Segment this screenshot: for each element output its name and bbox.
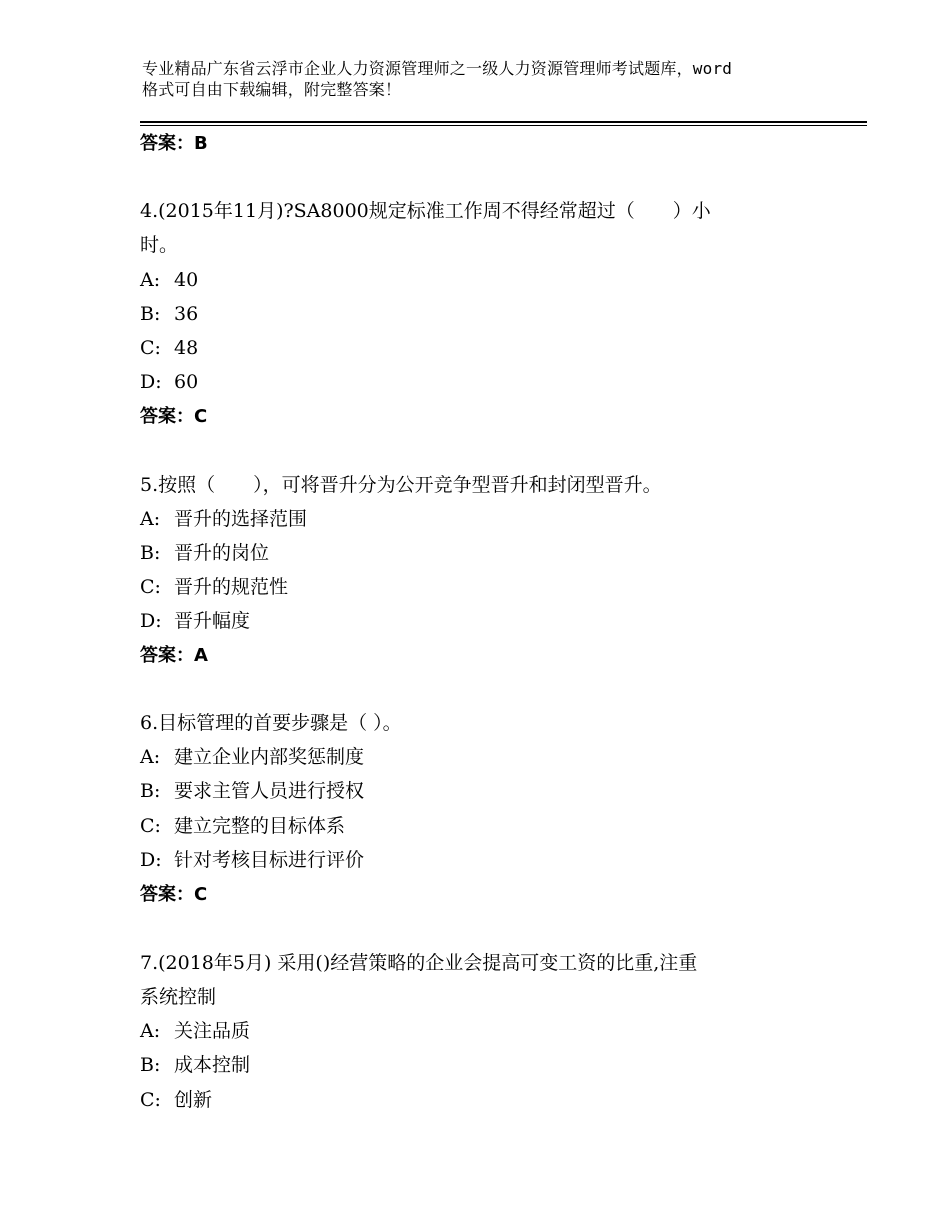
question-4-option-c: C: 48: [140, 337, 199, 359]
question-6-answer: 答案：C: [140, 884, 208, 905]
header-divider-thin: [140, 125, 867, 126]
header-title-line-2: 格式可自由下载编辑，附完整答案！: [142, 80, 402, 99]
question-5-option-b: B: 晋升的岗位: [140, 542, 270, 564]
question-4-option-a: A: 40: [140, 269, 199, 291]
question-5-option-d: D: 晋升幅度: [140, 610, 251, 632]
document-header: [142, 58, 832, 100]
question-4-stem-line-1: 4.(2015年11月)?SA8000规定标准工作周不得经常超过（ ）小: [140, 200, 711, 222]
question-6-option-a: A: 建立企业内部奖惩制度: [140, 746, 365, 768]
question-4-answer: 答案：C: [140, 406, 208, 427]
question-4-option-b: B: 36: [140, 303, 199, 325]
question-5-option-c: C: 晋升的规范性: [140, 576, 289, 598]
question-4-option-d: D: 60: [140, 371, 199, 393]
question-7-option-c: C: 创新: [140, 1089, 213, 1111]
question-6-option-d: D: 针对考核目标进行评价: [140, 849, 365, 871]
question-7-stem-line-2: 系统控制: [140, 986, 217, 1008]
question-5-option-a: A: 晋升的选择范围: [140, 508, 308, 530]
question-6-option-c: C: 建立完整的目标体系: [140, 815, 346, 837]
header-title-line-1: 专业精品广东省云浮市企业人力资源管理师之一级人力资源管理师考试题库，word: [142, 59, 733, 78]
question-5-stem: 5.按照（ ），可将晋升分为公开竞争型晋升和封闭型晋升。: [140, 474, 662, 496]
previous-answer: 答案：B: [140, 133, 208, 154]
question-4-stem-line-2: 时。: [140, 234, 179, 256]
header-divider-thick: [140, 121, 867, 123]
question-6-option-b: B: 要求主管人员进行授权: [140, 780, 365, 802]
question-7-option-a: A: 关注品质: [140, 1020, 251, 1042]
question-6-stem: 6.目标管理的首要步骤是（ ）。: [140, 712, 402, 734]
question-7-stem-line-1: 7.(2018年5月) 采用()经营策略的企业会提高可变工资的比重,注重: [140, 952, 698, 974]
question-5-answer: 答案：A: [140, 645, 208, 666]
question-7-option-b: B: 成本控制: [140, 1054, 251, 1076]
